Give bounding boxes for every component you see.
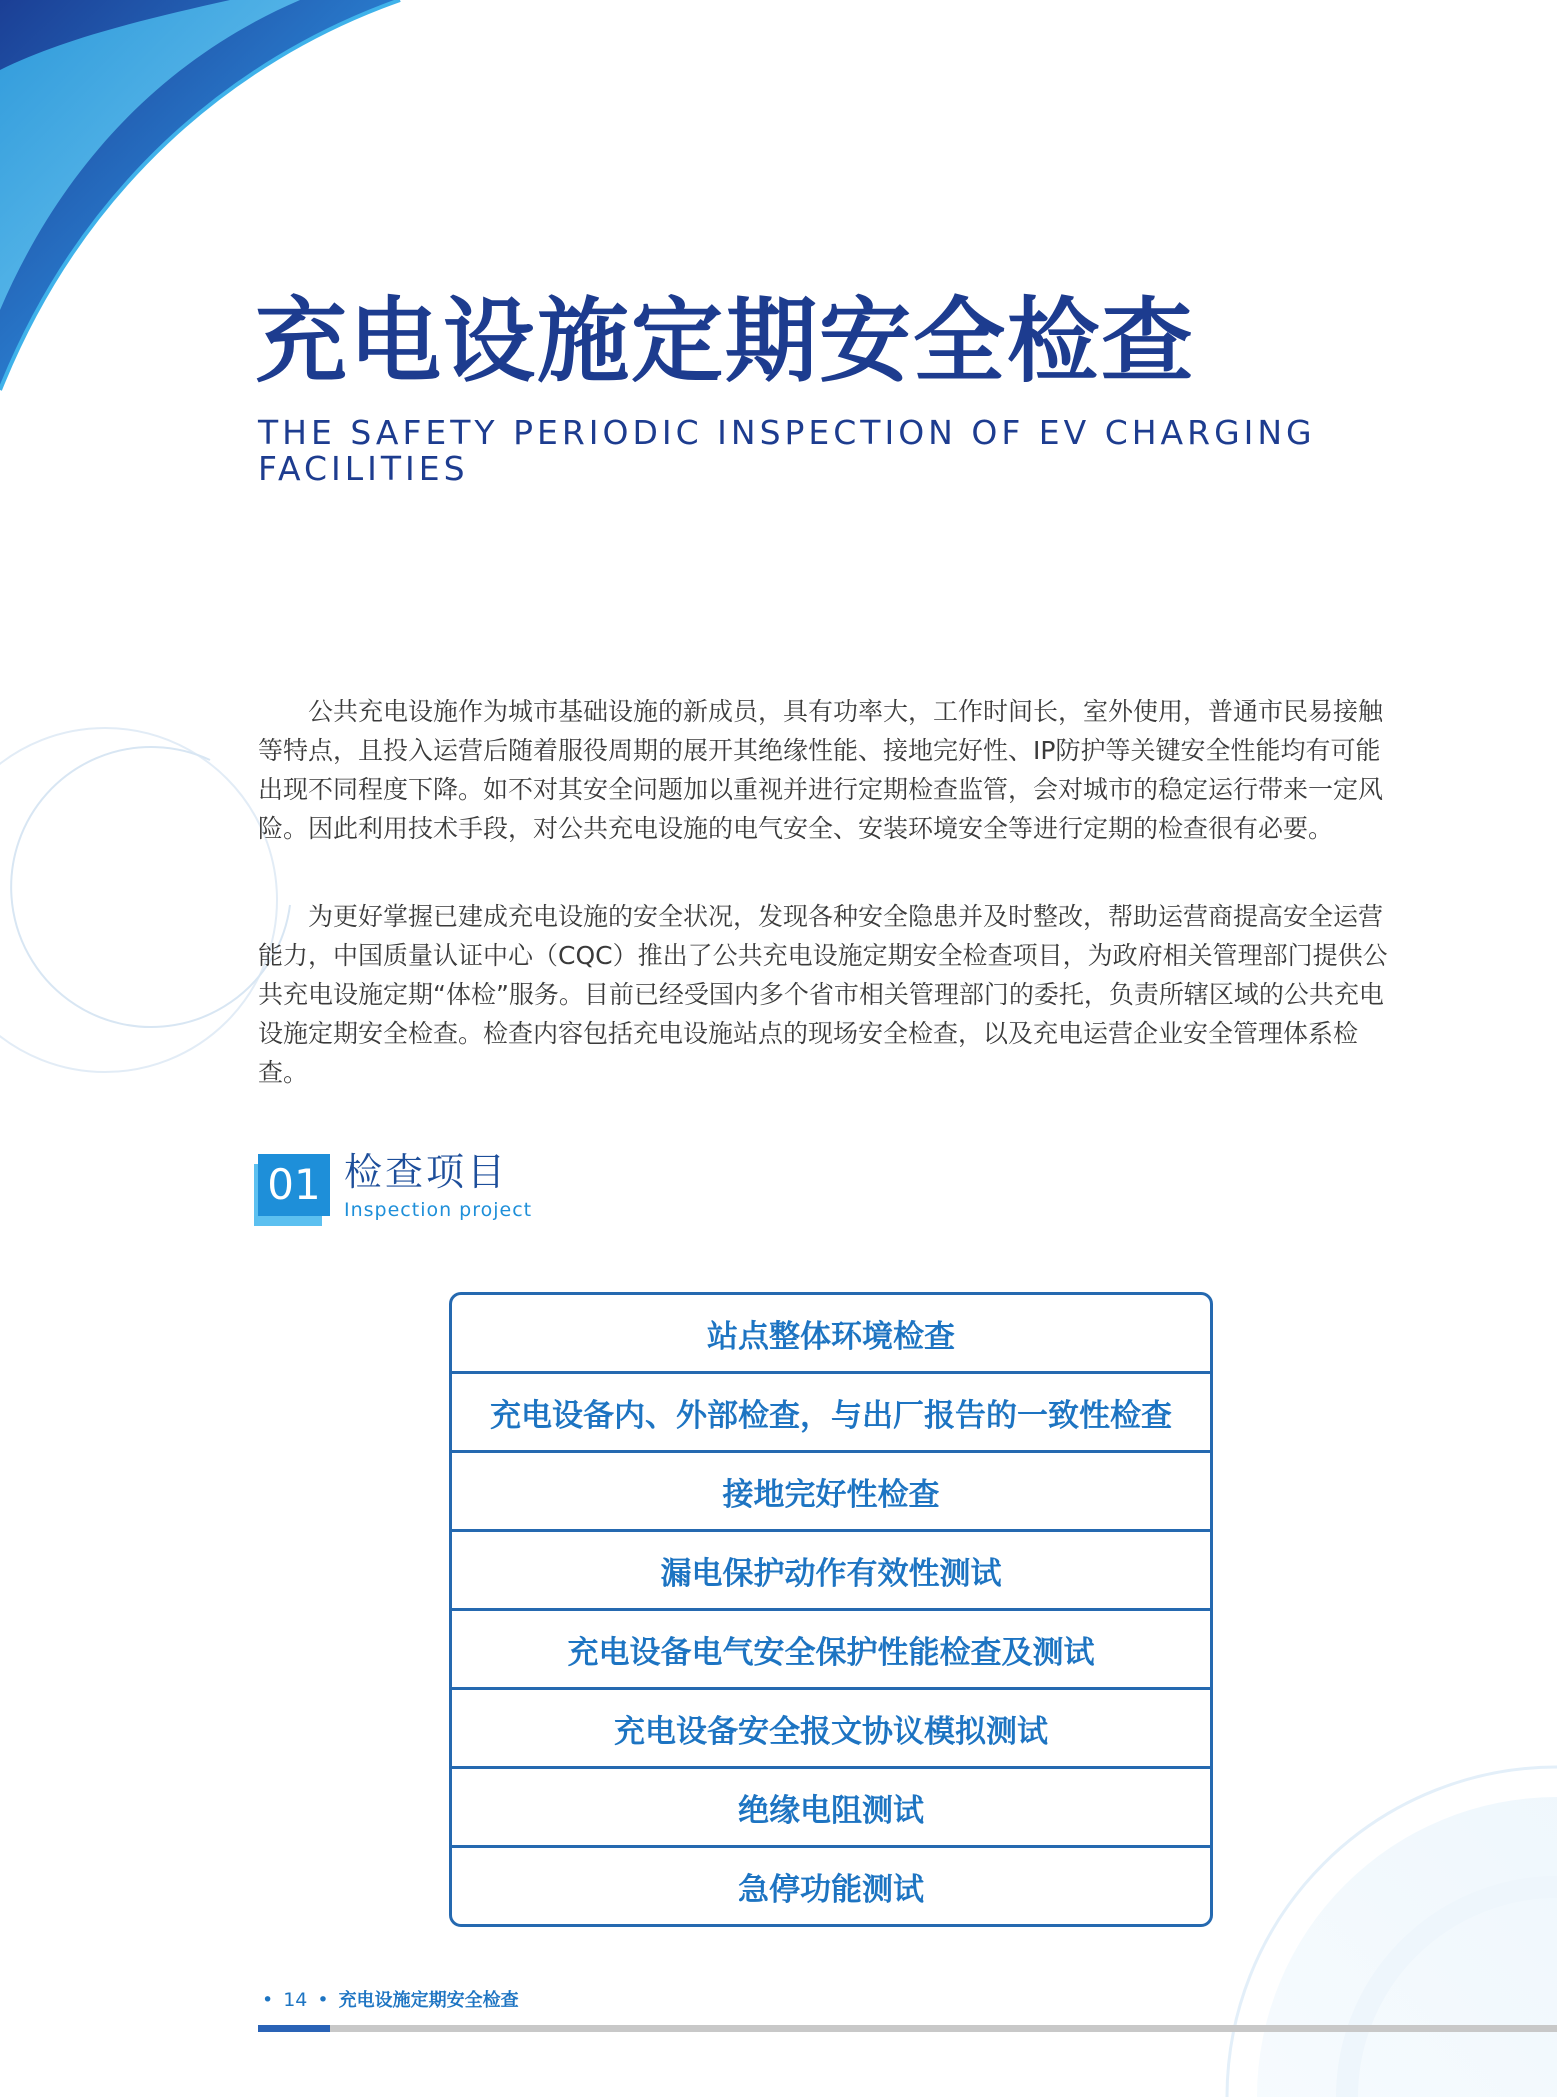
inspection-item: 充电设备安全报文协议模拟测试 [452, 1690, 1210, 1769]
section-number: 01 [258, 1154, 330, 1216]
inspection-item: 充电设备内、外部检查，与出厂报告的一致性检查 [452, 1374, 1210, 1453]
inspection-item: 绝缘电阻测试 [452, 1769, 1210, 1848]
section-title: 检查项目 [344, 1150, 509, 1194]
inspection-item: 急停功能测试 [738, 1871, 924, 1908]
section-subtitle: Inspection project [344, 1199, 533, 1221]
footer-title: 充电设施定期安全检查 [338, 1990, 519, 2011]
inspection-item: 漏电保护动作有效性测试 [452, 1532, 1210, 1611]
footer-rule-accent [258, 2025, 330, 2032]
intro-paragraph-2: 为更好掌握已建成充电设施的安全状况，发现各种安全隐患并及时整改，帮助运营商提高安全运营能力，中国质量认证中心（CQC）推出了公共充电设施定期安全检查项目，为政府相关管理部门提供公共充电设施定期“体检”服务。目前已经受国内多个省市相关管理部门的委托，负责所辖区域的公共充电设施定期安全检查。检查内容包括充电设施站点的现场安全检查，以及充电运营企业安全管理体系检查。 [258, 902, 1388, 1087]
intro-paragraph-1: 公共充电设施作为城市基础设施的新成员，具有功率大，工作时间长，室外使用，普通市民易接触等特点，且投入运营后随着服役周期的展开其绝缘性能、接地完好性、IP防护等关键安全性能均有可能出现不同程度下降。如不对其安全问题加以重视并进行定期检查监管，会对城市的稳定运行带来一定风险。因此利用技术手段，对公共充电设施的电气安全、安装环境安全等进行定期的检查很有必要。 [258, 697, 1384, 843]
faint-arc-left [11, 747, 290, 1027]
footer-rule [258, 2025, 1557, 2032]
page-title: 充电设施定期安全检查 [255, 288, 1196, 395]
inspection-item: 充电设备电气安全保护性能检查及测试 [452, 1611, 1210, 1690]
faint-circle-left [0, 728, 277, 1072]
inspection-items-list [449, 1292, 1213, 1927]
bullet-icon: • [317, 1989, 329, 2011]
bullet-icon: • [262, 1989, 274, 2011]
inspection-item: 接地完好性检查 [452, 1453, 1210, 1532]
inspection-item: 站点整体环境检查 [452, 1295, 1210, 1374]
page-footer [258, 1988, 519, 2013]
page-subtitle-en: THE SAFETY PERIODIC INSPECTION OF EV CHARGING FACILITIES [258, 413, 1316, 488]
page-number: 14 [283, 1989, 308, 2011]
